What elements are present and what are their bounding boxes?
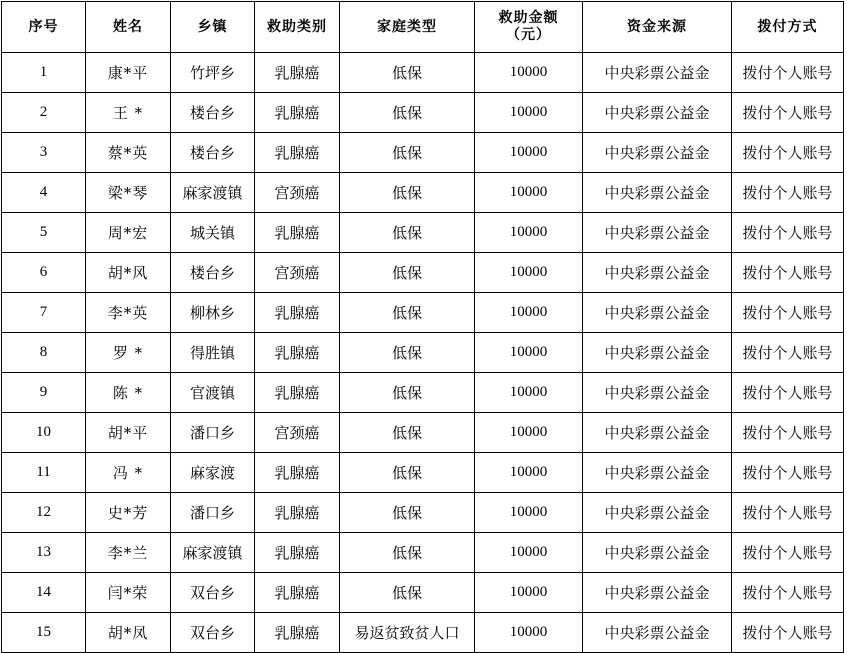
cell-fund-source: 中央彩票公益金 (583, 453, 732, 493)
cell-category: 乳腺癌 (255, 293, 340, 333)
cell-index: 6 (2, 253, 86, 293)
cell-town: 竹坪乡 (171, 53, 255, 93)
cell-amount: 10000 (475, 173, 583, 213)
cell-town: 楼台乡 (171, 133, 255, 173)
cell-category: 宫颈癌 (255, 413, 340, 453)
cell-payment-method: 拨付个人账号 (732, 253, 844, 293)
cell-town: 柳林乡 (171, 293, 255, 333)
cell-name: 冯 * (86, 453, 171, 493)
cell-payment-method: 拨付个人账号 (732, 333, 844, 373)
cell-index: 1 (2, 53, 86, 93)
cell-name: 陈 * (86, 373, 171, 413)
cell-fund-source: 中央彩票公益金 (583, 213, 732, 253)
cell-category: 乳腺癌 (255, 453, 340, 493)
cell-town: 双台乡 (171, 613, 255, 653)
cell-fund-source: 中央彩票公益金 (583, 173, 732, 213)
table-row (2, 613, 844, 653)
table-row (2, 253, 844, 293)
cell-index: 7 (2, 293, 86, 333)
cell-family-type: 低保 (340, 213, 475, 253)
cell-category: 乳腺癌 (255, 533, 340, 573)
table-row (2, 93, 844, 133)
header-amount-unit: （元） (506, 27, 551, 43)
cell-index: 11 (2, 453, 86, 493)
cell-payment-method: 拨付个人账号 (732, 53, 844, 93)
cell-amount: 10000 (475, 573, 583, 613)
cell-amount: 10000 (475, 93, 583, 133)
cell-payment-method: 拨付个人账号 (732, 413, 844, 453)
cell-index: 3 (2, 133, 86, 173)
header-fund-source: 资金来源 (583, 2, 732, 53)
cell-category: 乳腺癌 (255, 493, 340, 533)
cell-fund-source: 中央彩票公益金 (583, 413, 732, 453)
cell-index: 15 (2, 613, 86, 653)
table-row (2, 213, 844, 253)
header-payment-method: 拨付方式 (732, 2, 844, 53)
cell-payment-method: 拨付个人账号 (732, 373, 844, 413)
cell-fund-source: 中央彩票公益金 (583, 93, 732, 133)
table-row (2, 533, 844, 573)
cell-amount: 10000 (475, 53, 583, 93)
cell-index: 4 (2, 173, 86, 213)
table-row (2, 493, 844, 533)
cell-index: 13 (2, 533, 86, 573)
cell-payment-method: 拨付个人账号 (732, 573, 844, 613)
cell-category: 乳腺癌 (255, 53, 340, 93)
cell-category: 乳腺癌 (255, 93, 340, 133)
cell-index: 9 (2, 373, 86, 413)
cell-category: 宫颈癌 (255, 253, 340, 293)
header-family-type: 家庭类型 (340, 2, 475, 53)
header-amount-label: 救助金额 (498, 10, 559, 26)
cell-town: 双台乡 (171, 573, 255, 613)
cell-payment-method: 拨付个人账号 (732, 493, 844, 533)
cell-town: 楼台乡 (171, 93, 255, 133)
cell-family-type: 低保 (340, 173, 475, 213)
cell-fund-source: 中央彩票公益金 (583, 333, 732, 373)
cell-amount: 10000 (475, 533, 583, 573)
cell-family-type: 低保 (340, 293, 475, 333)
cell-category: 乳腺癌 (255, 213, 340, 253)
cell-amount: 10000 (475, 493, 583, 533)
relief-fund-table (1, 1, 844, 653)
cell-fund-source: 中央彩票公益金 (583, 613, 732, 653)
table-body (2, 53, 844, 653)
cell-fund-source: 中央彩票公益金 (583, 573, 732, 613)
cell-payment-method: 拨付个人账号 (732, 613, 844, 653)
cell-family-type: 低保 (340, 413, 475, 453)
cell-name: 闫*荣 (86, 573, 171, 613)
cell-index: 5 (2, 213, 86, 253)
cell-amount: 10000 (475, 413, 583, 453)
table-row (2, 453, 844, 493)
cell-name: 胡*平 (86, 413, 171, 453)
cell-payment-method: 拨付个人账号 (732, 93, 844, 133)
cell-town: 得胜镇 (171, 333, 255, 373)
header-index: 序号 (2, 2, 86, 53)
cell-name: 史*芳 (86, 493, 171, 533)
cell-index: 10 (2, 413, 86, 453)
cell-town: 麻家渡镇 (171, 533, 255, 573)
cell-index: 8 (2, 333, 86, 373)
table-row (2, 573, 844, 613)
cell-town: 城关镇 (171, 213, 255, 253)
header-town: 乡镇 (171, 2, 255, 53)
cell-amount: 10000 (475, 333, 583, 373)
table-row (2, 373, 844, 413)
cell-family-type: 低保 (340, 333, 475, 373)
cell-category: 乳腺癌 (255, 133, 340, 173)
cell-index: 14 (2, 573, 86, 613)
table-row (2, 133, 844, 173)
cell-family-type: 低保 (340, 573, 475, 613)
cell-amount: 10000 (475, 373, 583, 413)
table-header (2, 2, 844, 53)
cell-category: 乳腺癌 (255, 333, 340, 373)
cell-town: 麻家渡 (171, 453, 255, 493)
cell-family-type: 低保 (340, 493, 475, 533)
cell-payment-method: 拨付个人账号 (732, 293, 844, 333)
cell-payment-method: 拨付个人账号 (732, 133, 844, 173)
cell-family-type: 低保 (340, 53, 475, 93)
cell-payment-method: 拨付个人账号 (732, 533, 844, 573)
cell-fund-source: 中央彩票公益金 (583, 373, 732, 413)
cell-fund-source: 中央彩票公益金 (583, 493, 732, 533)
cell-index: 2 (2, 93, 86, 133)
cell-fund-source: 中央彩票公益金 (583, 133, 732, 173)
cell-fund-source: 中央彩票公益金 (583, 253, 732, 293)
header-row (2, 2, 844, 53)
cell-town: 官渡镇 (171, 373, 255, 413)
cell-town: 潘口乡 (171, 413, 255, 453)
table-row (2, 333, 844, 373)
cell-name: 胡*风 (86, 253, 171, 293)
cell-category: 乳腺癌 (255, 373, 340, 413)
cell-town: 麻家渡镇 (171, 173, 255, 213)
cell-index: 12 (2, 493, 86, 533)
cell-payment-method: 拨付个人账号 (732, 173, 844, 213)
cell-name: 康*平 (86, 53, 171, 93)
cell-category: 乳腺癌 (255, 613, 340, 653)
cell-name: 胡*凤 (86, 613, 171, 653)
cell-family-type: 低保 (340, 253, 475, 293)
cell-name: 李*兰 (86, 533, 171, 573)
table-row (2, 293, 844, 333)
header-category: 救助类别 (255, 2, 340, 53)
cell-family-type: 低保 (340, 453, 475, 493)
cell-payment-method: 拨付个人账号 (732, 213, 844, 253)
header-name: 姓名 (86, 2, 171, 53)
cell-name: 王 * (86, 93, 171, 133)
cell-family-type: 低保 (340, 93, 475, 133)
cell-amount: 10000 (475, 613, 583, 653)
table-row (2, 173, 844, 213)
cell-family-type: 易返贫致贫人口 (340, 613, 475, 653)
cell-fund-source: 中央彩票公益金 (583, 533, 732, 573)
header-amount (475, 2, 583, 53)
table-row (2, 413, 844, 453)
cell-family-type: 低保 (340, 373, 475, 413)
cell-amount: 10000 (475, 253, 583, 293)
cell-fund-source: 中央彩票公益金 (583, 53, 732, 93)
cell-payment-method: 拨付个人账号 (732, 453, 844, 493)
cell-name: 梁*琴 (86, 173, 171, 213)
cell-category: 乳腺癌 (255, 573, 340, 613)
cell-name: 周*宏 (86, 213, 171, 253)
cell-name: 李*英 (86, 293, 171, 333)
table-row (2, 53, 844, 93)
cell-fund-source: 中央彩票公益金 (583, 293, 732, 333)
cell-family-type: 低保 (340, 133, 475, 173)
cell-amount: 10000 (475, 133, 583, 173)
cell-name: 蔡*英 (86, 133, 171, 173)
cell-amount: 10000 (475, 293, 583, 333)
cell-category: 宫颈癌 (255, 173, 340, 213)
cell-town: 楼台乡 (171, 253, 255, 293)
cell-amount: 10000 (475, 213, 583, 253)
cell-town: 潘口乡 (171, 493, 255, 533)
cell-family-type: 低保 (340, 533, 475, 573)
cell-name: 罗 * (86, 333, 171, 373)
cell-amount: 10000 (475, 453, 583, 493)
